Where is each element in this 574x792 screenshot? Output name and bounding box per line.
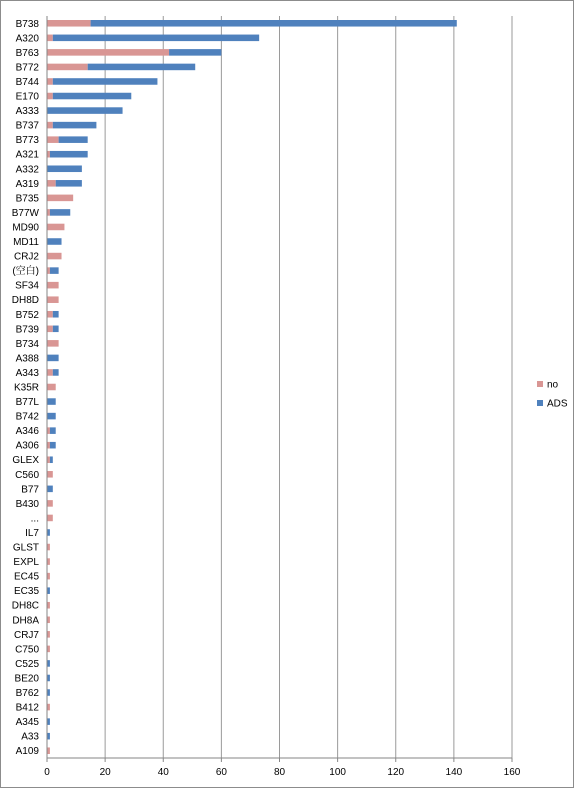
bar-no-B738 bbox=[47, 20, 91, 27]
bar-ads-B773 bbox=[59, 136, 88, 143]
bar-ads-A332 bbox=[47, 165, 82, 172]
category-label: A33 bbox=[21, 731, 39, 743]
bar-ads-A320 bbox=[53, 35, 259, 42]
category-label: C525 bbox=[15, 658, 39, 670]
category-label: B744 bbox=[15, 76, 39, 88]
category-label: A345 bbox=[15, 717, 39, 729]
bar-no-E170 bbox=[47, 93, 53, 100]
bar-no-DH8D bbox=[47, 296, 59, 303]
x-tick-label: 160 bbox=[503, 767, 521, 778]
category-label: BE20 bbox=[14, 673, 39, 685]
bar-no-B430 bbox=[47, 500, 53, 507]
category-label: A343 bbox=[15, 367, 39, 379]
bar-ads-MD11 bbox=[47, 238, 62, 245]
category-label: B752 bbox=[15, 309, 39, 321]
gridlines bbox=[105, 16, 512, 758]
category-label: GLEX bbox=[12, 455, 39, 467]
category-label: DH8D bbox=[11, 295, 39, 307]
category-label: DH8A bbox=[12, 615, 39, 627]
category-label: EC35 bbox=[13, 586, 39, 598]
category-label: B77 bbox=[21, 484, 39, 496]
x-tick-label: 140 bbox=[445, 767, 463, 778]
category-label: EXPL bbox=[13, 557, 39, 569]
category-labels bbox=[12, 19, 40, 757]
bar-ads-B737 bbox=[53, 122, 97, 129]
category-label: A320 bbox=[15, 33, 39, 45]
category-label: K35R bbox=[13, 382, 39, 394]
bar-no-CRJ2 bbox=[47, 253, 62, 260]
bar-no-MD90 bbox=[47, 224, 64, 231]
bar-ads-B772 bbox=[88, 64, 196, 71]
legend-swatch-no bbox=[537, 381, 543, 387]
category-label: C750 bbox=[15, 644, 39, 656]
bar-no-A320 bbox=[47, 35, 53, 42]
category-label: A319 bbox=[15, 178, 39, 190]
bar-ads-GLEX bbox=[50, 456, 53, 463]
category-label: A332 bbox=[15, 164, 39, 176]
bar-ads-B742 bbox=[47, 413, 56, 420]
category-label: E170 bbox=[15, 91, 39, 103]
bar-ads-A319 bbox=[56, 180, 82, 187]
bar-no-B734 bbox=[47, 340, 59, 347]
category-label: A346 bbox=[15, 426, 39, 438]
x-tick-label: 60 bbox=[215, 767, 227, 778]
stacked-bar-chart bbox=[1, 1, 573, 787]
category-label: DH8C bbox=[11, 600, 39, 612]
category-label: B735 bbox=[15, 193, 39, 205]
bar-ads-B77 bbox=[47, 486, 53, 493]
bar-no-B763 bbox=[47, 49, 169, 56]
bar-no-B737 bbox=[47, 122, 53, 129]
bar-no-A343 bbox=[47, 369, 53, 376]
x-tick-labels bbox=[44, 758, 521, 778]
category-label: CRJ2 bbox=[13, 251, 39, 263]
bar-ads-A306 bbox=[50, 442, 56, 449]
legend bbox=[537, 380, 568, 410]
category-label: A321 bbox=[15, 149, 39, 161]
bar-no-B772 bbox=[47, 64, 88, 71]
bar-no-B735 bbox=[47, 195, 73, 202]
bar-no-C560 bbox=[47, 471, 53, 478]
x-tick-label: 80 bbox=[273, 767, 286, 778]
bar-ads-A321 bbox=[50, 151, 88, 158]
x-tick-label: 20 bbox=[99, 767, 111, 778]
category-label: B742 bbox=[15, 411, 39, 423]
category-label: CRJ7 bbox=[13, 629, 39, 641]
x-tick-label: 40 bbox=[157, 767, 169, 778]
bar-ads-A388 bbox=[47, 355, 59, 362]
category-label: B412 bbox=[15, 702, 39, 714]
category-label: A333 bbox=[15, 106, 39, 118]
category-label: A109 bbox=[15, 746, 39, 758]
bar-no-B773 bbox=[47, 136, 59, 143]
category-label: B737 bbox=[15, 120, 39, 132]
bar-no-A319 bbox=[47, 180, 56, 187]
category-label: B763 bbox=[15, 47, 39, 59]
bar-ads-A343 bbox=[53, 369, 59, 376]
x-tick-label: 100 bbox=[329, 767, 346, 778]
bar-no-B739 bbox=[47, 326, 53, 333]
x-tick-label: 0 bbox=[44, 767, 50, 778]
bar-no-SF34 bbox=[47, 282, 59, 289]
category-label: B77W bbox=[11, 207, 39, 219]
legend-swatch-ads bbox=[537, 400, 543, 406]
legend-label-no: no bbox=[547, 379, 559, 391]
category-label: B734 bbox=[15, 338, 39, 350]
bar-ads-A333 bbox=[47, 107, 123, 114]
category-label: IL7 bbox=[25, 527, 39, 539]
category-label: MD11 bbox=[13, 237, 39, 249]
x-tick-label: 120 bbox=[387, 767, 405, 778]
category-label: C560 bbox=[15, 469, 39, 481]
category-label: B738 bbox=[15, 18, 39, 30]
category-label: B762 bbox=[15, 688, 39, 700]
bar-no- bbox=[47, 515, 53, 522]
category-label: MD90 bbox=[12, 222, 39, 234]
bar-ads-A346 bbox=[50, 427, 56, 434]
bar-ads-E170 bbox=[53, 93, 131, 100]
bar-ads- bbox=[50, 267, 59, 274]
bar-ads-B738 bbox=[91, 20, 457, 27]
category-label: EC45 bbox=[13, 571, 39, 583]
bar-ads-B744 bbox=[53, 78, 158, 85]
bar-no-K35R bbox=[47, 384, 56, 391]
category-label: A388 bbox=[15, 353, 39, 365]
bar-no-B752 bbox=[47, 311, 53, 318]
category-label: B739 bbox=[15, 324, 39, 336]
category-label: B77L bbox=[15, 397, 39, 409]
legend-label-ads: ADS bbox=[547, 398, 568, 410]
bar-ads-B739 bbox=[53, 326, 59, 333]
bar-ads-B77L bbox=[47, 398, 56, 405]
bar-ads-B752 bbox=[53, 311, 59, 318]
bar-ads-B763 bbox=[169, 49, 221, 56]
category-label: A306 bbox=[15, 440, 39, 452]
category-label: SF34 bbox=[15, 280, 39, 292]
category-label: ... bbox=[30, 513, 39, 525]
category-label: GLST bbox=[12, 542, 39, 554]
category-label: B773 bbox=[15, 135, 39, 147]
category-label: B430 bbox=[15, 498, 39, 510]
category-label: B772 bbox=[15, 62, 39, 74]
category-label: (空白) bbox=[12, 266, 39, 278]
bar-no-B744 bbox=[47, 78, 53, 85]
bar-ads-B77W bbox=[50, 209, 70, 216]
